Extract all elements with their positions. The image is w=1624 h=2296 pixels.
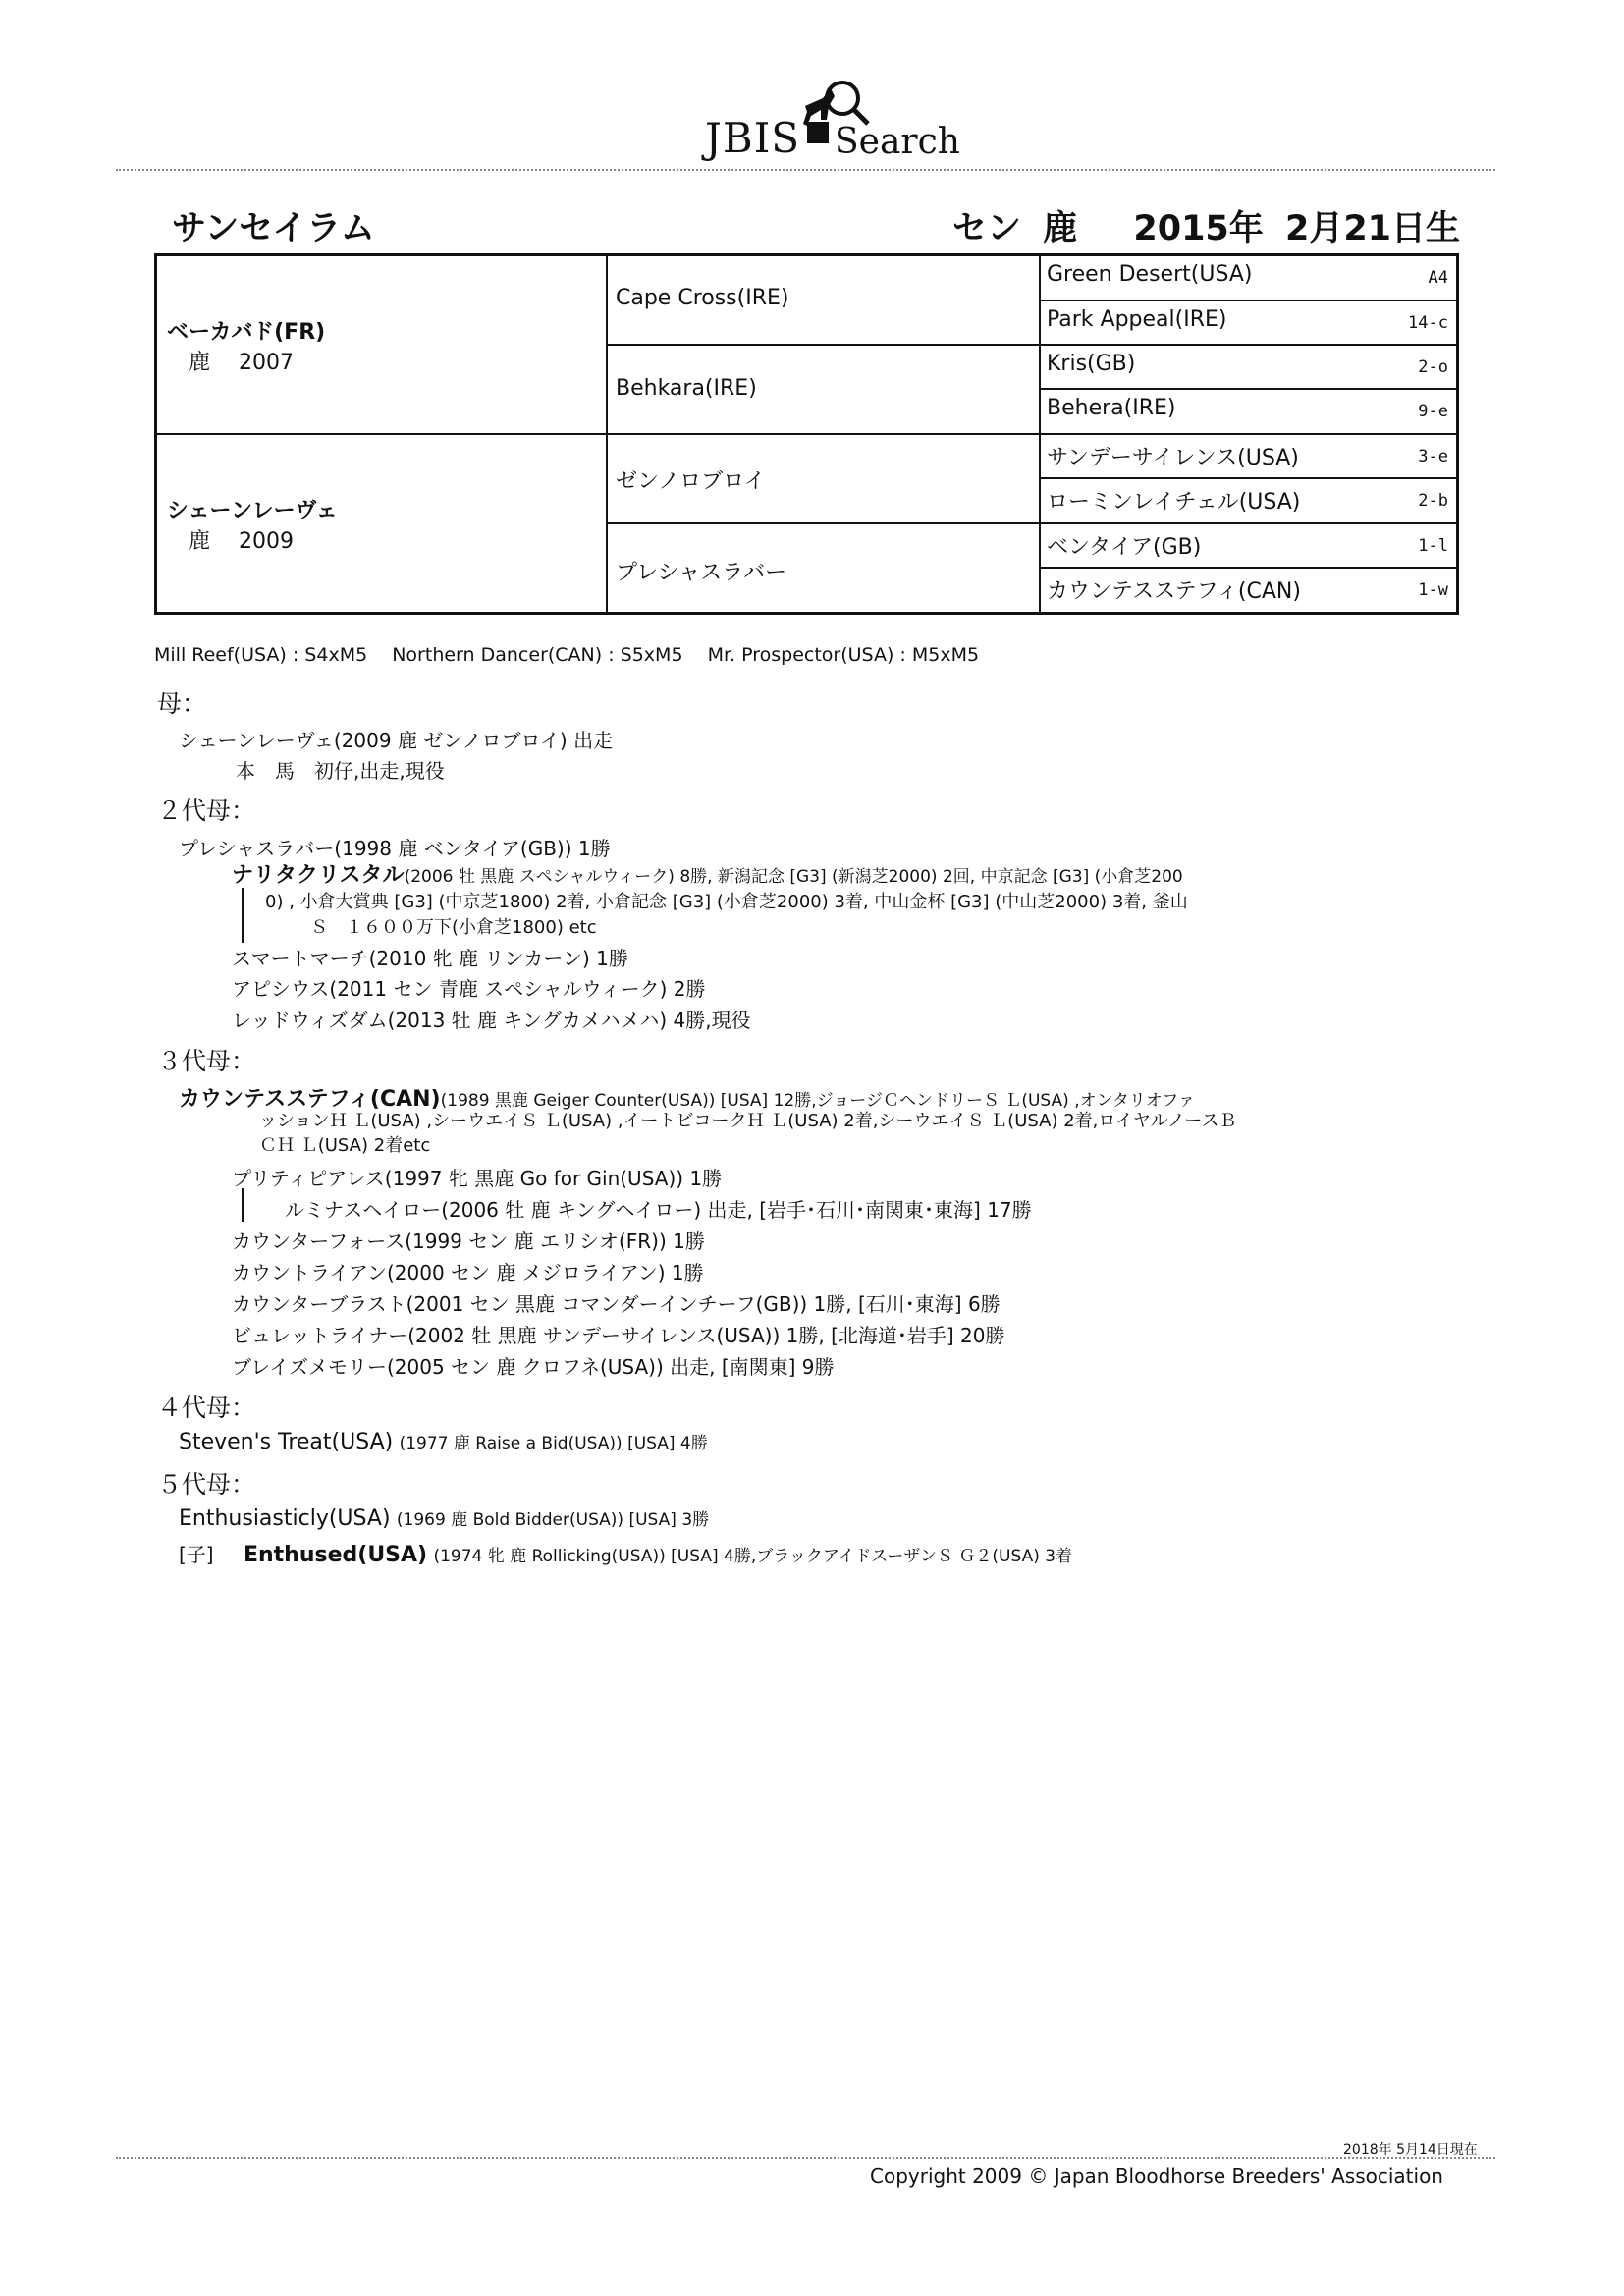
star-horse-record-cont: Ｓ １６００万下(小倉芝1800) etc <box>310 917 597 938</box>
sire-cell <box>167 315 325 376</box>
dam2-offspring: スマートマーチ(2010 牝 鹿 リンカーン) 1勝 <box>232 947 628 970</box>
gen3-cell <box>1039 256 1456 300</box>
dam2-star-line <box>232 858 1183 889</box>
gen3-name: サンデーサイレンス(USA) <box>1047 446 1299 470</box>
family-number: 1-w <box>1418 580 1448 600</box>
family-number: A4 <box>1428 268 1448 288</box>
star-horse-name: ナリタクリスタル <box>232 863 405 888</box>
gen3-name: Green Desert(USA) <box>1047 262 1253 287</box>
horse-info: セン 鹿 2015年 2月21日生 <box>952 209 1461 248</box>
child-mark: [子] <box>179 1543 214 1566</box>
section-heading-dam4: ４代母： <box>157 1394 256 1422</box>
gen3-cell <box>1039 569 1456 612</box>
as-of-date: 2018年 5月14日現在 <box>1343 2142 1478 2158</box>
header-divider <box>116 169 1495 171</box>
logo-text-search: Search <box>835 122 960 162</box>
dam4-name: Steven's Treat(USA) <box>179 1430 394 1454</box>
gen3-name: Kris(GB) <box>1047 352 1136 376</box>
dam-color-year: 鹿 2009 <box>189 529 294 554</box>
family-number: 14-c <box>1408 313 1448 333</box>
pedigree-table <box>154 253 1459 615</box>
sire-name: ベーカバド(FR) <box>167 320 326 345</box>
dam3-offspring: プリティピアレス(1997 牝 黒鹿 Go for Gin(USA)) 1勝 <box>232 1167 723 1190</box>
sire-color-year: 鹿 2007 <box>189 351 294 375</box>
dam5-child-name: Enthused(USA) <box>243 1543 428 1567</box>
gen3-name: ローミンレイチェル(USA) <box>1047 490 1301 515</box>
section-heading-dam3: ３代母： <box>157 1047 256 1075</box>
dam-cell <box>167 494 338 555</box>
dam2-offspring: レッドウィズダム(2013 牡 鹿 キングカメハメハ) 4勝,現役 <box>232 1009 751 1032</box>
family-number: 2-o <box>1418 357 1448 377</box>
gen3-cell <box>1039 390 1456 433</box>
copyright: Copyright 2009 © Japan Bloodhorse Breeders' Association <box>870 2164 1443 2188</box>
gen2-sire-dam: Behkara(IRE) <box>616 376 757 401</box>
gen3-name: Park Appeal(IRE) <box>1047 307 1227 332</box>
dam3-offspring: ビュレットライナー(2002 牡 黒鹿 サンデーサイレンス(USA)) 1勝, [北海道･岩手] 20勝 <box>232 1324 1005 1347</box>
footer-divider <box>116 2157 1495 2159</box>
gen3-name: カウンテスステフィ(CAN) <box>1047 579 1301 604</box>
dam3-offspring: カウンターフォース(1999 セン 鹿 エリシオ(FR)) 1勝 <box>232 1230 705 1253</box>
dam1-line: シェーンレーヴェ(2009 鹿 ゼンノロブロイ) 出走 <box>179 729 614 752</box>
family-number: 9-e <box>1418 402 1448 421</box>
gen3-cell <box>1039 524 1456 568</box>
family-number: 1-l <box>1418 536 1448 556</box>
star-horse-record-cont: 0) , 小倉大賞典 [G3] (中京芝1800) 2着, 小倉記念 [G3] (小倉芝2000) 3着, 中山金杯 [G3] (中山芝2000) 3着, 釜山 <box>265 892 1188 912</box>
dam3-record: (1989 黒鹿 Geiger Counter(USA)) [USA] 12勝,ジョージＣヘンドリーＳ Ｌ(USA) ,オンタリオファ <box>440 1091 1195 1111</box>
gen3-cell <box>1039 435 1456 478</box>
gen3-name: ベンタイア(GB) <box>1047 535 1202 560</box>
dam3-name: カウンテスステフィ(CAN) <box>179 1087 441 1112</box>
dam4-line <box>179 1429 708 1454</box>
dam3-grand-offspring: ルミナスヘイロー(2006 牡 鹿 キングヘイロー) 出走, [岩手･石川･南関東･東海] 17勝 <box>285 1198 1032 1222</box>
logo-text-jbis: JBIS <box>705 114 801 162</box>
dam3-offspring: カウンターブラスト(2001 セン 黒鹿 コマンダーインチーフ(GB)) 1勝, [石川･東海] 6勝 <box>232 1292 1001 1316</box>
dam2-main-line: プレシャスラバー(1998 鹿 ベンタイア(GB)) 1勝 <box>179 837 611 860</box>
gen3-cell <box>1039 479 1456 522</box>
section-heading-dam2: ２代母： <box>157 796 256 825</box>
section-heading-dam5: ５代母： <box>157 1470 256 1499</box>
lineage-bar <box>242 888 244 943</box>
dam5-child-record: (1974 牝 鹿 Rollicking(USA)) [USA] 4勝,ブラックアイドスーザンＳ Ｇ２(USA) 3着 <box>433 1547 1073 1566</box>
gen2-dam-dam: プレシャスラバー <box>616 561 787 585</box>
gen3-cell <box>1039 346 1456 389</box>
jbis-search-logo <box>687 77 960 165</box>
dam3-record-cont: ＣＨ Ｌ(USA) 2着etc <box>259 1135 431 1156</box>
dam5-name: Enthusiasticly(USA) <box>179 1506 391 1531</box>
gen3-name: Behera(IRE) <box>1047 396 1176 420</box>
dam2-offspring: アピシウス(2011 セン 青鹿 スペシャルウィーク) 2勝 <box>232 977 706 1001</box>
dam-name: シェーンレーヴェ <box>167 499 338 523</box>
section-heading-dam1: 母： <box>157 689 207 718</box>
dam4-record: (1977 鹿 Raise a Bid(USA)) [USA] 4勝 <box>399 1434 708 1453</box>
inbreeding-line: Mill Reef(USA) : S4xM5 Northern Dancer(CAN) : S5xM5 Mr. Prospector(USA) : M5xM5 <box>154 644 980 666</box>
gen2-sire-sire: Cape Cross(IRE) <box>616 286 789 310</box>
family-number: 2-b <box>1418 491 1448 511</box>
lineage-bar <box>242 1188 244 1222</box>
dam3-offspring: カウントライアン(2000 セン 鹿 メジロライアン) 1勝 <box>232 1261 704 1285</box>
gen2-dam-sire: ゼンノロブロイ <box>616 469 766 494</box>
dam3-record-cont: ッションＨ Ｌ(USA) ,シーウエイＳ Ｌ(USA) ,イートビコークＨ Ｌ(USA) 2着,シーウエイＳ Ｌ(USA) 2着,ロイヤルノースＢ <box>259 1111 1237 1131</box>
star-horse-record: (2006 牡 黒鹿 スペシャルウィーク) 8勝, 新潟記念 [G3] (新潟芝2000) 2回, 中京記念 [G3] (小倉芝200 <box>404 867 1183 887</box>
dam3-offspring: ブレイズメモリー(2005 セン 鹿 クロフネ(USA)) 出走, [南関東] 9勝 <box>232 1355 835 1379</box>
family-number: 3-e <box>1418 447 1448 466</box>
horse-name: サンセイラム <box>172 209 375 248</box>
dam1-line: 本 馬 初仔,出走,現役 <box>236 759 445 783</box>
gen3-cell <box>1039 301 1456 345</box>
dam5-line <box>179 1505 709 1531</box>
dam5-child-line <box>179 1539 1072 1567</box>
dam5-record: (1969 鹿 Bold Bidder(USA)) [USA] 3勝 <box>396 1510 710 1530</box>
